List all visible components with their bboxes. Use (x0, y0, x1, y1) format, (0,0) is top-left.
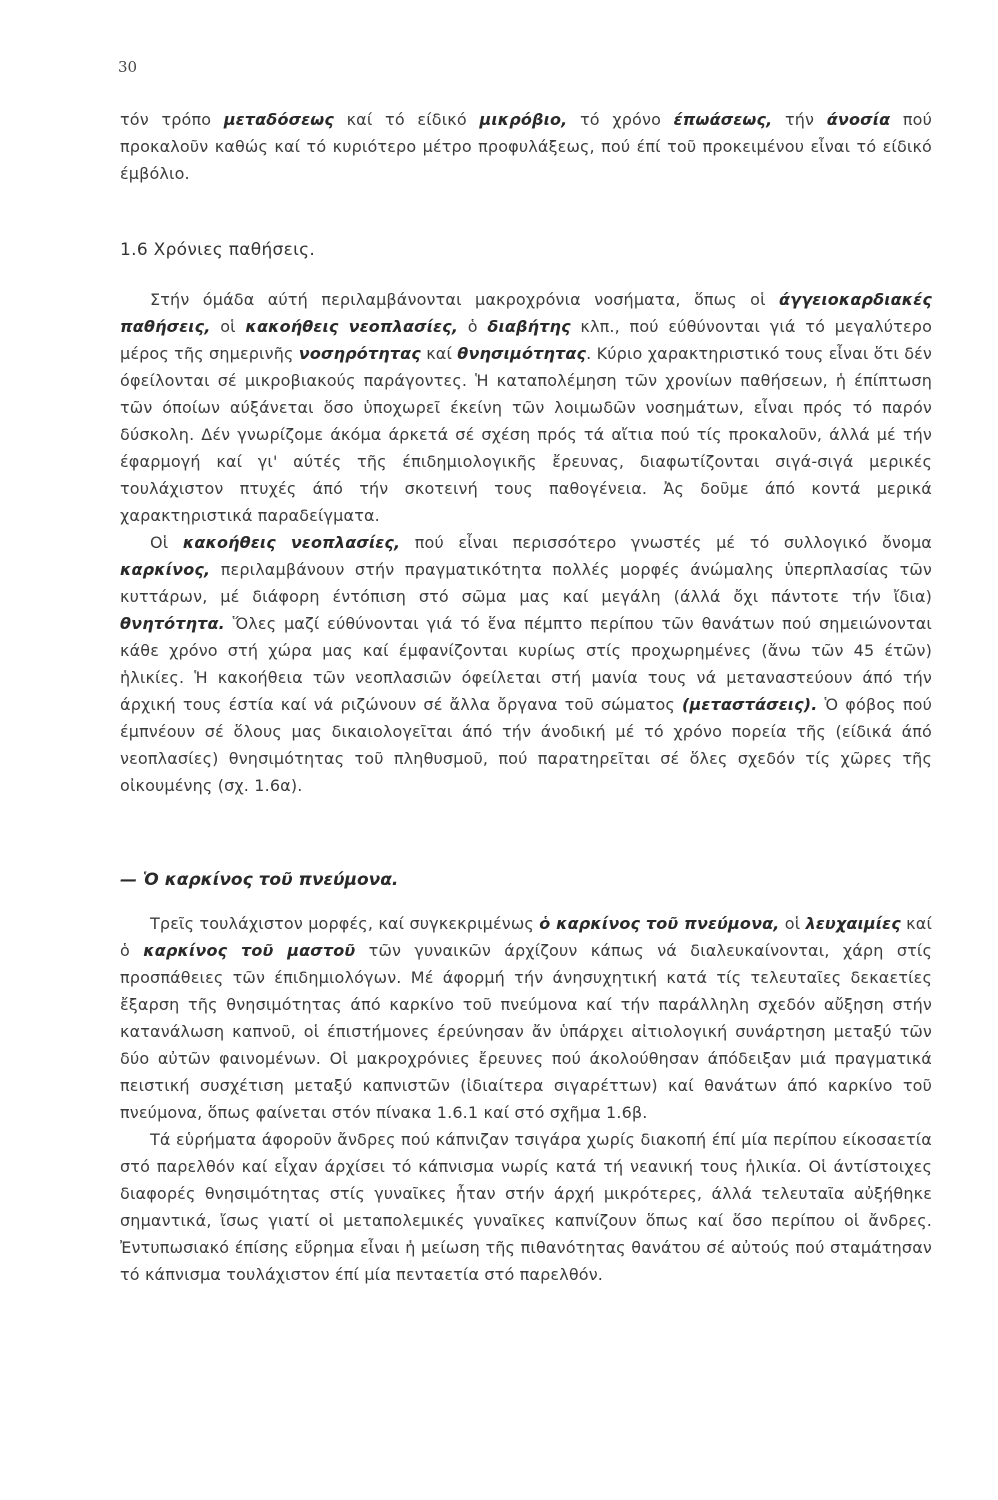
emphasis: έπωάσεως, (673, 110, 773, 129)
text: καί (420, 344, 458, 363)
emphasis: θνητότητα. (120, 614, 225, 633)
text: τῶν γυναικῶν άρχίζουν κάπως νά διαλευκαίνονται, χάρη στίς προσπάθειες τῶν έπιδημιολόγων. Μέ άφορμή τήν άνησυχητική κατά τίς τελευταῖες δεκαετίες ἔξαρση τῆς θνησιμότητας άπό καρκίνο τοῦ πνεύμονα καί τήν παράλληλη σχεδόν αὔξηση στήν κατανάλωση καπνοῦ, οἱ έπιστήμονες έρεύνησαν ἄν ὑπάρχει αἰτιολογική συνάρτηση μεταξύ τῶν δύο αὐτῶν φαινομένων. Οἱ μακροχρόνιες ἔρευνες πού άκολούθησαν άπόδειξαν μιά πραγματικά πειστική συσχέτιση μεταξύ καπνιστῶν (ἰδιαίτερα σιγαρέττων) καί θανάτων άπό καρκίνο τοῦ πνεύμονα, ὅπως φαίνεται στόν πίνακα 1.6.1 καί στό σχῆμα 1.6β. (120, 941, 932, 1122)
text: τό χρόνο (567, 110, 674, 129)
emphasis: μεταδόσεως (223, 110, 334, 129)
text: Τρεῖς τουλάχιστον μορφές, καί συγκεκριμένως (150, 914, 540, 933)
emphasis: κακοήθεις νεοπλασίες, (245, 317, 459, 336)
lung-cancer-text (120, 910, 932, 1288)
text: Στήν όμάδα αύτή περιλαμβάνονται μακροχρόνια νοσήματα, ὅπως οἱ (150, 290, 780, 309)
emphasis: μικρόβιο, (479, 110, 568, 129)
text: κλπ., πού εύθύνονται γιά τό μεγαλύτερο μέρος τῆς σημερινῆς (120, 317, 933, 363)
text: καί τό είδικό (333, 110, 480, 129)
text: Οἱ (150, 533, 183, 552)
emphasis: καρκίνος, (120, 560, 211, 579)
paragraph-findings: Τά εὑρήματα άφοροῦν ἄνδρες πού κάπνιζαν τσιγάρα χωρίς διακοπή έπί μία περίπου είκοσαετία στό παρελθόν καί εἶχαν άρχίσει τό κάπνισμα νωρίς κατά τή νεανική τους ἡλικία. Οἱ άντίστοιχες διαφορές θνησιμότητας στίς γυναῖκες ἦταν στήν άρχή μικρότερες, άλλά τελευταῖα αὐξήθηκε σημαντικά, ἴσως γιατί οἱ μεταπολεμικές γυναῖκες καπνίζουν ὅπως καί ὅσο περίπου οἱ ἄνδρες. Ἐντυπωσιακό έπίσης εὕρημα εἶναι ἡ μείωση τῆς πιθανότητας θανάτου σέ αὐτούς πού σταμάτησαν τό κάπνισμα τουλάχιστον έπί μία πενταετία στό παρελθόν. (120, 1130, 932, 1284)
body-text (120, 286, 932, 799)
page-number: 30 (118, 58, 138, 76)
text: . Κύριο χαρακτηριστικό τους εἶναι ὅτι δέν όφείλονται σέ μικροβιακούς παράγοντες. Ἡ καταπολέμηση τῶν χρονίων παθήσεων, ἡ έπίπτωση τῶν όποίων αύξάνεται ὅσο ὑποχωρεῖ έκείνη τῶν λοιμωδῶν νοσημάτων, εἶναι πρός τό παρόν δύσκολη. Δέν γνωρίζομε άκόμα άρκετά σέ σχέση πρός τά αἴτια πού τίς προκαλοῦν, άλλά μέ τήν έφαρμογή καί γι' αύτές τῆς έπιδημιολογικῆς ἔρευνας, διαφωτίζονται σιγά-σιγά μερικές τουλάχιστον πτυχές άπό τήν σκοτεινή τους παθογένεια. Ἀς δοῦμε άπό κοντά μερικά χαρακτηριστικά παραδείγματα. (120, 344, 933, 525)
emphasis: άγγειοκαρδιακές παθήσεις, (120, 290, 932, 336)
intro-paragraph (120, 106, 932, 187)
emphasis: (μεταστάσεις). (682, 695, 818, 714)
paragraph-neoplasms (120, 529, 932, 799)
emphasis: κακοήθεις νεοπλασίες, (182, 533, 401, 552)
emphasis: καρκίνος τοῦ μαστοῦ (143, 941, 356, 960)
text: ὁ (458, 317, 488, 336)
text: πού εἶναι περισσότερο γνωστές μέ τό συλλογικό ὄνομα (400, 533, 932, 552)
section-heading: 1.6 Χρόνιες παθήσεις. (120, 240, 316, 260)
text: πού προκαλοῦν καθώς καί τό κυριότερο μέτρο προφυλάξεως, πού έπί τοῦ προκειμένου εἶναι τό είδικό έμβόλιο. (120, 110, 933, 183)
text: τόν τρόπο (120, 110, 224, 129)
text: οἱ (210, 317, 246, 336)
text: οἱ (779, 914, 806, 933)
emphasis: ὁ καρκίνος τοῦ πνεύμονα, (539, 914, 780, 933)
emphasis: άνοσία (826, 110, 891, 129)
emphasis: θνησιμότητας (457, 344, 587, 363)
text: Ὁ φόβος πού έμπνέουν σέ ὅλους μας δικαιολογεῖται άπό τήν άνοδική μέ τό χρόνο πορεία τῆς (είδικά άπό νεοπλασίες) θνησιμότητας τοῦ πληθυσμοῦ, πού παρατηρεῖται σέ ὅλες σχεδόν τίς χῶρες τῆς οἰκουμένης (σχ. 1.6α). (120, 695, 932, 795)
emphasis: λευχαιμίες (805, 914, 901, 933)
paragraph-chronic-diseases (120, 286, 932, 529)
text: Ὅλες μαζί εύθύνονται γιά τό ἕνα πέμπτο περίπου τῶν θανάτων πού σημειώνονται κάθε χρόνο στή χώρα μας καί έμφανίζονται κυρίως στίς προχωρημένες (ἄνω τῶν 45 έτῶν) ἡλικίες. Ἡ κακοήθεια τῶν νεοπλασιῶν όφείλεται στή μανία τους νά μεταναστεύουν άπό τήν άρχική τους έστία καί νά ριζώνουν σέ ἄλλα ὄργανα τοῦ σώματος (120, 614, 932, 714)
text: καί ὁ (120, 914, 933, 960)
subsection-heading: — Ὁ καρκίνος τοῦ πνεύμονα. (120, 870, 399, 890)
paragraph-lung-cancer (120, 910, 932, 1126)
emphasis: νοσηρότητας (298, 344, 421, 363)
text: τήν (772, 110, 827, 129)
emphasis: διαβήτης (487, 317, 571, 336)
text: περιλαμβάνουν στήν πραγματικότητα πολλές μορφές άνώμαλης ὑπερπλασίας τῶν κυττάρων, μέ διάφορη έντόπιση στό σῶμα μας καί μεγάλη (άλλά ὄχι πάντοτε τήν ἴδια) (120, 560, 932, 606)
